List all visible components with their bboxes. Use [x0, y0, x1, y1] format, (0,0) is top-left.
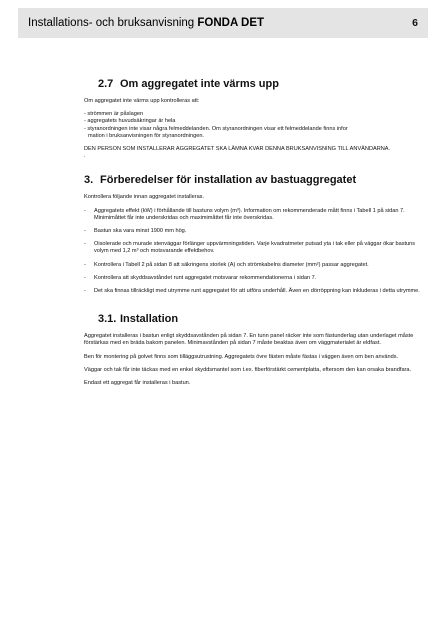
trailing-mark: .	[84, 153, 86, 160]
list-item-text: Oisolerade och murade stenväggar förlänger uppvärmningstiden. Varje kvadratmeter putsad yta i tak eller på väggar ökar bastuns volym med 1,2 m³ och motsvarande effektbehov.	[94, 241, 416, 255]
section-number: 2.7	[98, 78, 114, 90]
bullet-dash: -	[84, 288, 86, 295]
page-number: 6	[412, 17, 418, 29]
product-name: FONDA DET	[197, 17, 265, 29]
list-item: - aggregatets huvudsäkringar är hela	[84, 118, 176, 125]
check-list	[84, 111, 422, 140]
document-title	[28, 17, 264, 29]
bullet-dash: -	[84, 228, 86, 235]
section-title: Installation	[120, 313, 179, 326]
paragraph: Väggar och tak får inte täckas med en enkel skyddsmantel som t.ex. fiberförstärkt cementplatta, eftersom den kan orsaka brandfara.	[84, 366, 412, 373]
list-item	[84, 228, 422, 235]
list-item-text: Kontrollera att skyddsavståndet runt aggregatet motsvarar rekommendationerna i sidan 7.	[94, 274, 317, 281]
list-item	[84, 262, 422, 269]
list-item: mation i bruksanvisningen för styranordningen.	[88, 132, 204, 139]
list-item-text: Bastun ska vara minst 1900 mm hög.	[94, 228, 187, 235]
list-item	[84, 241, 422, 255]
list-item-text: Aggregatets effekt (kW) i förhållande till bastuns volym (m³). Information om rekommenderade mått finns i Tabell 1 på sidan 7. Minimimåttet får inte underskridas och maximimåttet får inte överskridas.	[94, 207, 405, 221]
list-item-text: Kontrollera i Tabell 2 på sidan 8 att säkringens storlek (A) och strömkabelns diameter (mm²) passar aggregatet.	[94, 261, 369, 268]
section-2-7-intro: Om aggregatet inte värms upp kontrolleras att:	[84, 98, 200, 104]
document-title-text: Installations- och bruksanvisning	[28, 17, 198, 29]
section-3-intro: Kontrollera följande innan aggregatet installeras.	[84, 194, 205, 201]
section-number: 3.1.	[98, 313, 117, 326]
section-title: Om aggregatet inte värms upp	[120, 78, 279, 90]
paragraph: Ben för montering på golvet finns som tilläggsutrustning. Aggregatets övre fästen måste fästas i väggen även om ben används.	[84, 353, 399, 360]
section-3-1-heading	[84, 313, 422, 325]
section-title: Förberedelser för installation av bastuaggregatet	[100, 174, 357, 187]
list-item-text: Det ska finnas tillräckligt med utrymme runt aggregatet för att utföra underhåll. Även en dörröppning kan inkluderas i detta utrymme.	[94, 288, 420, 295]
list-item	[84, 275, 422, 282]
section-2-7-heading	[84, 78, 422, 90]
section-3-heading	[84, 174, 422, 186]
paragraph: Aggregatet installeras i bastun enligt skyddsavstånden på sidan 7. En tunn panel räcker inte som fästunderlag utan underlaget måste förstärkas med en bräda bakom panelen. Minimavstånden på sidan 7 måste beaktas även om väggmaterialet är eldfast.	[84, 333, 414, 347]
list-item	[84, 208, 422, 222]
list-item	[84, 288, 422, 295]
paragraph: Endast ett aggregat får installeras i bastun.	[84, 380, 191, 387]
bullet-dash: -	[84, 241, 86, 248]
section-number: 3.	[84, 174, 94, 187]
list-item: - strömmen är påslagen	[84, 111, 144, 118]
page-header	[18, 8, 428, 38]
list-item: - styranordningen inte visar några felmeddelanden. Om styranordningen visar ett felmeddelande finns infor	[84, 125, 348, 132]
bullet-dash: -	[84, 207, 86, 214]
bullet-dash: -	[84, 274, 86, 281]
bullet-dash: -	[84, 261, 86, 268]
page-content	[84, 78, 422, 387]
installer-warning: DEN PERSON SOM INSTALLERAR AGGREGATET SKA LÄMNA KVAR DENNA BRUKSANVISNING TILL ANVÄNDARNA.	[84, 146, 391, 153]
